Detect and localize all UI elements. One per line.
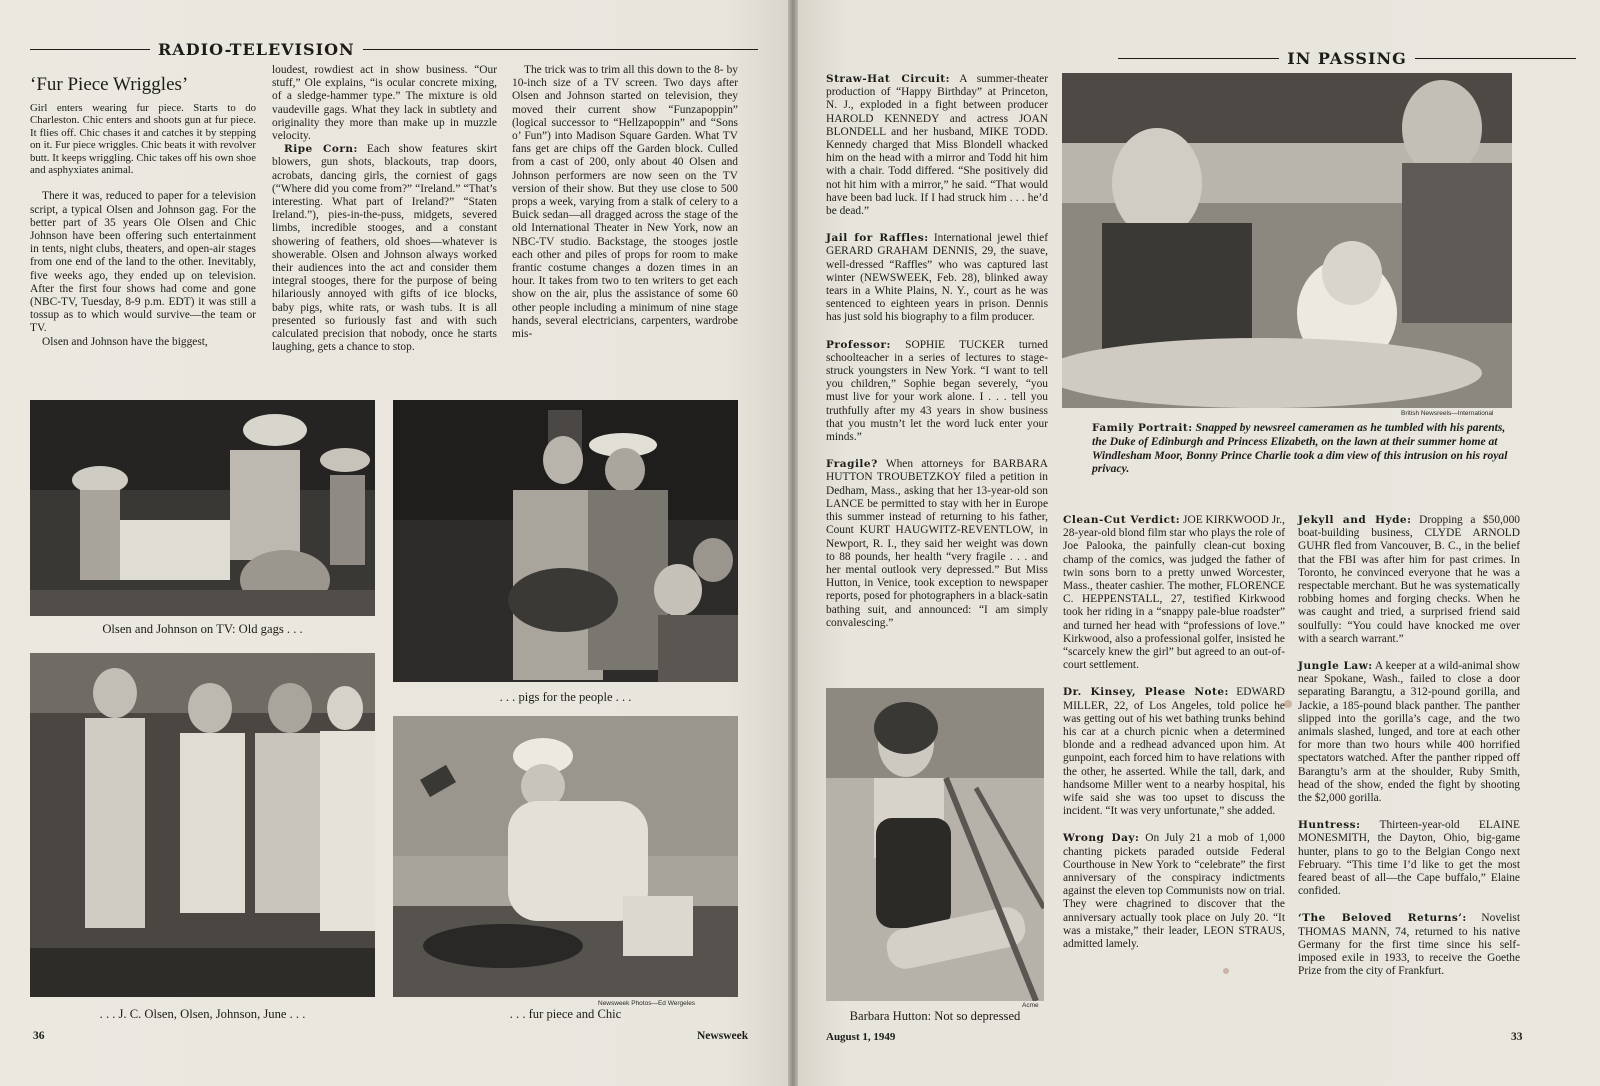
item-jungle-law: Jungle Law: A keeper at a wild-animal show near Spokane, Wash., failed to close a door separating Barangtu, a 312-pound gorilla, and Jackie, a 185-pound black panther. The panther slipped into the gorilla’s cage, and the two animals slashed, lunged, and tore at each other for more than two hours while 400 horrified spectators watched. After the panther ripped off Barangtu’s arm at the shoulder, Ruby Smith, head of the show, ended the fight by shooting the $2,000 gorilla. (1298, 660, 1520, 805)
column-3 (512, 64, 738, 341)
section-header-in-passing: IN PASSING (1118, 49, 1576, 68)
column-2 (272, 64, 497, 354)
magazine-name: Newsweek (697, 1030, 749, 1042)
item-straw-hat-circuit: Straw-Hat Circuit: A summer-theater production of “Happy Birthday” at Princeton, N. J., exploded in a fight between producer HAROLD KENNEDY and actress JOAN BLONDELL and her husband, MIKE TODD. Kennedy charged that Miss Blondell whacked him on the head with a mirror and Todd hit him with a chair. Todd differed. “She positively did not hit him with a mirror,” he said. “That would have been bad luck. If I had struck him . . . he’d be dead.” (826, 73, 1048, 218)
item-huntress: Huntress: Thirteen-year-old ELAINE MONESMITH, the Dayton, Ohio, big-game hunter, plans to go to the Belgian Congo next February. “This time I’d like to get the most feared beast of all—the Cape buffalo,” Elaine confided. (1298, 819, 1520, 898)
article-headline: ‘Fur Piece Wriggles’ (30, 74, 189, 95)
paper-stain (1284, 700, 1292, 708)
item-clean-cut-verdict: Clean-Cut Verdict: JOE KIRKWOOD Jr., 28-year-old blond film star who plays the role of Joe Palooka, the painfully clean-cut boxing champ of the comics, was judged the father of twin sons born to a pretty unwed Worcester, Mass., theater cashier. The mother, FLORENCE C. HEPPENSTALL, 27, testified Kirkwood took her riding in a “snappy pale-blue roadster” and turned her head with “professions of love.” Kirkwood, also a professional golfer, insisted he “scarcely knew the girl” but agreed to an out-of-court settlement. (1063, 514, 1285, 672)
in-passing-column-2 (1063, 514, 1285, 951)
photo-fur-piece-and-chic (393, 716, 738, 997)
photo-credit-newsweek: Newsweek Photos—Ed Wergeles (598, 1000, 696, 1007)
ripe-corn-kicker: Ripe Corn: (284, 143, 358, 156)
in-passing-column-1 (826, 73, 1048, 630)
photo-old-gags (30, 400, 375, 616)
photo-credit-acme: Acme (1022, 1002, 1039, 1009)
footer-date: August 1, 1949 (826, 1031, 896, 1043)
item-beloved-returns: ‘The Beloved Returns’: Novelist THOMAS MANN, 74, returned to his native Germany for the first time since his self-imposed exile in 1933, to receive the Goethe Prize from the city of Frankfurt. (1298, 912, 1521, 978)
caption-old-gags: Olsen and Johnson on TV: Old gags . . . (102, 622, 303, 636)
item-professor: Professor: SOPHIE TUCKER turned schoolteacher in a series of lectures to stage-struck youngsters in New York. “I want to tell you children,” Sophie began severely, “you must live for your work alone. I . . . tell you truthfully after my 43 years in show business that you mustn’t let the word luck enter your minds.” (826, 338, 1048, 444)
col3-paragraph-1: The trick was to trim all this down to the 8- by 10-inch size of a TV screen. Two days after Olsen and Johnson started on television, they moved their current show “Funzapoppin” (logical successor to “Hellzapoppin” and “Sons o’ Fun”) into Madison Square Garden. What TV fans get are chips off the Garden block. Culled from a cast of 200, only about 40 Olsen and Johnson performers are now seen on the TV version of their show. But they use close to 500 props a week, varying from a stalk of celery to a Buick sedan—all dragged across the stage of the old International Theater in New York, now an NBC-TV studio. Backstage, the stooges jostle each other and piles of props for room to make frantic costume changes a dozen times in an hour. It takes from two to ten writers to get each show on the air, plus the assistance of some 60 other people including a minimum of nine stage hands, several electricians, carpenters, wardrobe mis- (512, 64, 738, 341)
right-page (798, 0, 1600, 1086)
photo-olsen-johnson-june (30, 653, 375, 997)
section-header-radio-television: RADIO-TELEVISION (30, 40, 758, 59)
item-wrong-day: Wrong Day: On July 21 a mob of 1,000 chanting pickets paraded outside Federal Courthouse in New York to “celebrate” the first anniversary of the conspiracy indictments against the eleven top Communists now on trial. They were chagrined to discover that the anniversary actually took place on July 20. “It was a mistake,” their leader, LEON STRAUS, admitted lamely. (1063, 832, 1285, 951)
column-1 (30, 74, 256, 349)
gutter (788, 0, 798, 1086)
col2-paragraph-1: loudest, rowdiest act in show business. “Our stuff,” Ole explains, “is ocular concrete mixing, of a sledge-hammer type.” The mixture is old vaudeville gags. What they lack in subtlety and originality they more than make up in muzzle velocity. (272, 64, 497, 143)
in-passing-column-3 (1298, 514, 1520, 979)
photo-pigs-for-the-people (393, 400, 738, 682)
item-jekyll-and-hyde: Jekyll and Hyde: Dropping a $50,000 boat-building business, CLYDE ARNOLD GUHR fled from Vancouver, B. C., in the belief that the FBI was after him for past crimes. In Toronto, he convinced everyone that he was a respectable merchant. But he was systematically robbing homes and forging checks. When he was caught and tried, a surprised friend said soulfully: “You could have knocked me over with a search warrant.” (1298, 514, 1521, 645)
col2-paragraph-2: Each show features skirt blowers, gun shots, blackouts, trap doors, acrobats, dancing girls, the corniest of gags (“Where did you come from?” “Ireland.” “That’s interesting. What part of Ireland?” “Staten Ireland.”), pies-in-the-puss, midgets, severed limbs, incredible stooges, and a constant showering of feathers, old shoes—whatever is showerable. Olsen and Johnson always worked their audiences into the act and consider them integral stooges, there for the purpose of being hilariously annoyed with gifts of ice blocks, baby pigs, white rats, or wash tubs. It is all presented so furiously fast and with such calculated precision that nobody, once he starts laughing, gets a chance to stop. (272, 143, 497, 354)
item-jail-for-raffles: Jail for Raffles: International jewel thief GERARD GRAHAM DENNIS, 29, the suave, well-dressed “Raffles” who was captured last winter (NEWSWEEK, Feb. 28), blinked away tears in a White Plains, N. Y., court as he was sentenced to eighteen years in prison. Dennis has just sold his biography to a film producer. (826, 232, 1049, 324)
col1-paragraph-1: There it was, reduced to paper for a television script, a typical Olsen and Johnson gag. For the better part of 35 years Ole Olsen and Chic Johnson have been offering such entertainment in tents, night clubs, theaters, and open-air stages from one end of the land to the other. Inevitably, five weeks ago, they ended up on television. After the first four shows had come and gone (NBC-TV, Tuesday, 8-9 p.m. EDT) it was still a tossup as to which would survive—the team or TV. (30, 190, 256, 335)
page-number-right: 33 (1511, 1031, 1523, 1043)
page-number-left: 36 (33, 1030, 45, 1042)
caption-family-portrait: Family Portrait: Snapped by newsreel cameramen as he tumbled with his parents, the Duke of Edinburgh and Princess Elizabeth, on the lawn at their summer home at Windlesham Moor, Bonny Prince Charlie took a dim view of this intrusion on his royal privacy. (1092, 421, 1508, 476)
left-page (0, 0, 788, 1086)
caption-olsen-johnson-june: . . . J. C. Olsen, Olsen, Johnson, June . . . (99, 1007, 306, 1021)
caption-fur-piece: . . . fur piece and Chic (509, 1007, 622, 1021)
photo-barbara-hutton (826, 688, 1044, 1001)
article-lead: Girl enters wearing fur piece. Starts to do Charleston. Chic enters and shoots gun at fur piece. It flies off. Chic chases it and catches it by stepping on it. Fur piece wriggles. Chic beats it with revolver butt. It keeps wriggling. Chic takes off his own shoe and asphyxiates animal. (30, 102, 256, 177)
paper-stain (1223, 968, 1229, 974)
caption-barbara-hutton: Barbara Hutton: Not so depressed (849, 1009, 1021, 1023)
photo-family-portrait (1062, 73, 1512, 408)
item-dr-kinsey: Dr. Kinsey, Please Note: EDWARD MILLER, 22, of Los Angeles, told police he was getting out of his wet bathing trunks behind his car at a church picnic when a determined blonde and a redhead advanced upon him. At gunpoint, each forced him to have relations with the other, he asserted. While the tall, dark, and handsome Miller went to a nearby hospital, his wife said she was too upset to discuss the incident. “It was very unfortunate,” she added. (1063, 686, 1285, 818)
col1-paragraph-2: Olsen and Johnson have the biggest, (42, 335, 208, 348)
caption-pigs: . . . pigs for the people . . . (499, 690, 632, 704)
photo-credit-british-newsreels: British Newsreels—International (1401, 410, 1494, 417)
item-fragile: Fragile? When attorneys for BARBARA HUTTON TROUBETZKOY filed a petition in Dedham, Mass., asking that her 13-year-old son LANCE be permitted to stay with her in Europe this summer instead of returning to his father, Count KURT HAUGWITZ-REVENTLOW, in Newport, R. I., they said her weight was down to 88 pounds, her health “very fragile . . . and her mental outlook very depressed.” But Miss Hutton, in Venice, took exception to newspaper reports, posed for photographers in a black-satin bathing suit, and announced: “I am simply convalescing.” (826, 458, 1048, 629)
